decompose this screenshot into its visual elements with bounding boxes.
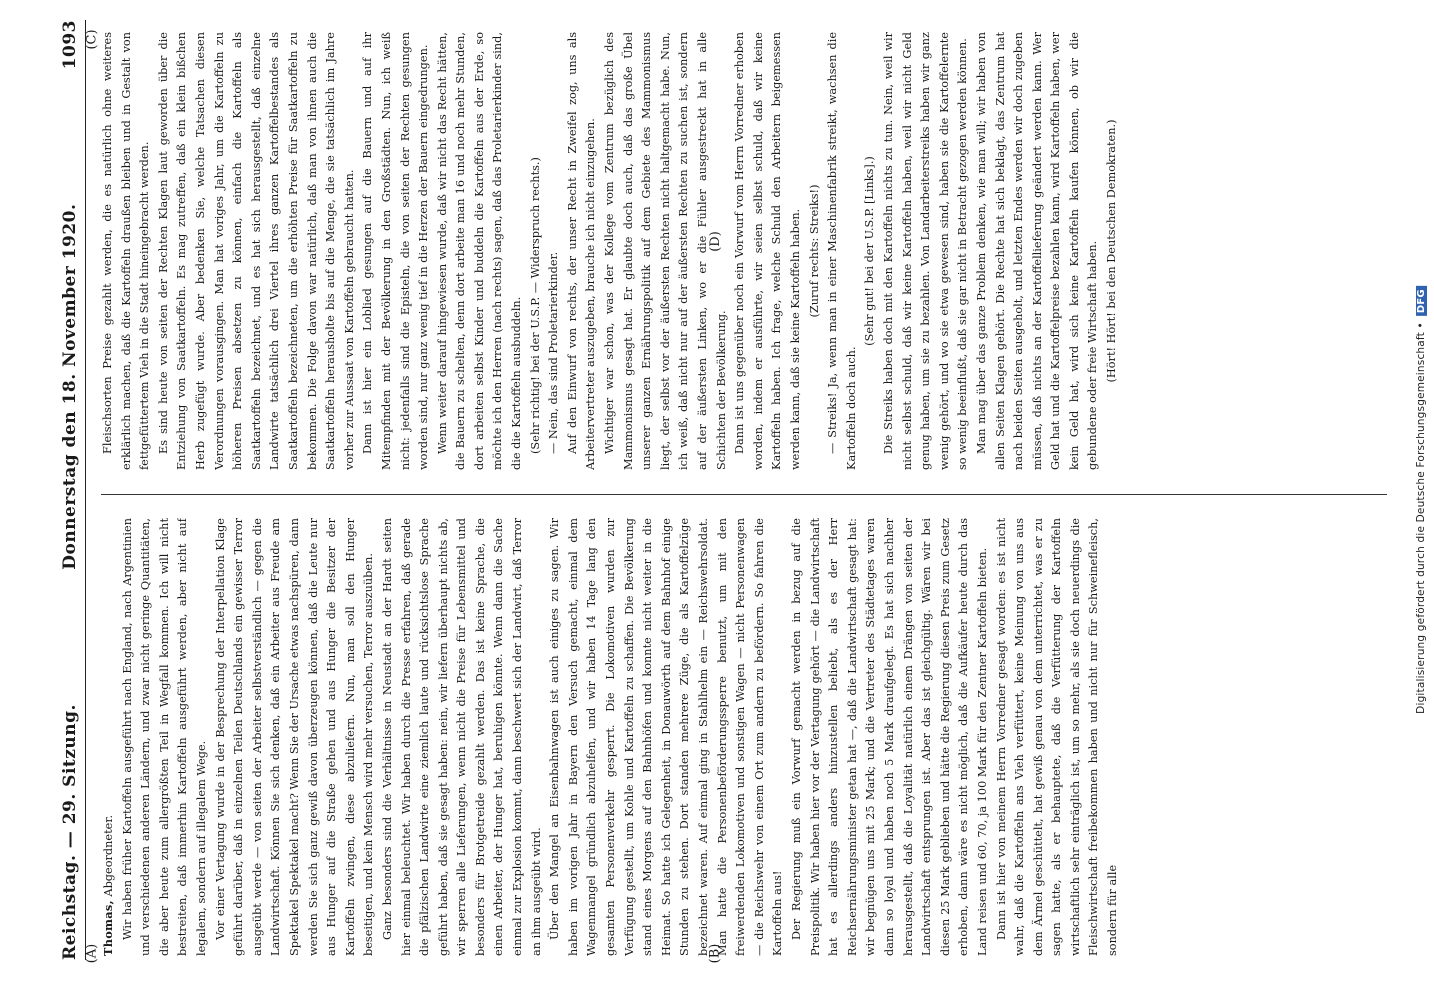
left-text-column	[99, 518, 1389, 956]
paragraph: Der Regierung muß ein Vorwurf gemacht werden in bezug auf die Preispolitik. Wir haben hier vor der Vertagung gehört — die Landwirtschaft hat es allerdings anders hinzustellen beliebt, als es der Herr Reichsernährungsminister getan hat —, daß die Landwirtschaft gesagt hat: wir begnügen uns mit 25 Mark; und die Vertreter des Städtetages waren dann so loyal und haben noch 5 Mark draufgelegt. Es hat sich nachher herausgestellt, daß die Loyalität natürlich einem Drängen von seiten der Landwirtschaft entsprungen ist. Aber das ist gleichgültig. Wären wir bei diesen 25 Mark geblieben und hätte die Regierung diesen Preis zum Gesetz erhoben, dann wäre es nicht möglich, daß die Aufkäufer heute durch das Land reisen und 60, 70, ja 100 Mark für den Zentner Kartoffeln bieten.	[789, 518, 989, 956]
paragraph: Dann ist hier ein Loblied gesungen auf die Bauern und auf ihr Mitempfinden mit der Bevölkerung in den Großstädten. Nun, ich weiß nicht: jedenfalls sind die Episteln, die von seiten der Rechten gesungen worden sind, nur ganz wenig tief in die Herzen der Bauern eingedrungen.	[361, 32, 431, 470]
paragraph: Wichtiger war schon, was der Kollege vom Zentrum bezüglich des Mammonismus gesagt hat. Er glaubte doch auch, daß das große Übel unserer ganzen Ernährungspolitik auf dem Gebiete des Mammonismus liegt, der selbst vor der äußersten Rechten nicht haltgemacht habe. Nun, ich weiß, daß nicht nur auf der äußersten Rechten zu suchen ist, sondern auf der äußersten Linken, wo er die Fühler ausgestreckt hat in alle Schichten der Bevölkerung.	[603, 32, 728, 470]
paragraph: Dann ist uns gegenüber noch ein Vorwurf vom Herrn Vorredner erhoben worden, indem er ausführte, wir seien selbst schuld, daß wir keine Kartoffeln haben. Ich frage, welche Schuld den Arbeitern beigemessen werden kann, daß sie keine Kartoffeln haben.	[733, 32, 802, 470]
interjection: (Zuruf rechts: Streiks!)	[807, 184, 821, 318]
paragraph: Wenn weiter darauf hingewiesen wurde, daß wir nicht das Recht hätten, die Bauern zu schelten, denn dort arbeite man 16 und noch mehr Stunden, dort arbeiten selbst Kinder und buddeln die Kartoffeln aus der Erde, so möchte ich den Herren (nach rechts) sagen, daß das Proletarierkinder sind, die die Kartoffeln ausbuddeln.	[435, 32, 524, 470]
right-text-column	[99, 32, 1389, 470]
paragraph: Es sind heute von seiten der Rechten Klagen laut geworden über die Entziehung von Saatkartoffeln. Es mag zutreffen, daß ein klein bißchen Herb zugefügt wurde. Aber bedenken Sie, welche Tatsachen diesen Verordnungen vorausgingen. Man hat voriges Jahr, um die Kartoffeln zu höheren Preisen absetzen zu können, einfach die Kartoffeln als Saatkartoffeln bezeichnet, und es hat sich herausgestellt, daß einzelne Landwirte tatsächlich drei Viertel ihres ganzen Kartoffelbestandes als Saatkartoffeln bezeichneten, um die erhöhten Preise für Saatkartoffeln zu bekommen. Die Folge davon war natürlich, daß man von ihnen auch die Saatkartoffeln herausholte bis auf die Menge, die sie tatsächlich im Jahre vorher zur Aussaat von Kartoffeln gebraucht hatten.	[156, 32, 356, 470]
digitization-credit	[1415, 286, 1427, 714]
paragraph: Vor einer Vertagung wurde in der Besprechung der Interpellation Klage geführt darüber, daß in einzelnen Teilen Deutschlands ein gewisser Terror ausgeübt werde — von seiten der Arbeiter selbstverständlich — gegen die Landwirtschaft. Können Sie sich denken, daß ein Arbeiter aus Freude am Spektakel Spektakel macht? Wenn Sie der Ursache etwas nachspüren, dann werden Sie sich ganz gewiß davon überzeugen können, daß die Leute nur aus Hunger auf die Straße gehen und aus Hunger die Besitzer der Kartoffeln zwingen, diese abzuliefern. Nun, man soll den Hunger beseitigen, und kein Mensch wird mehr versuchen, Terror auszuüben.	[213, 518, 376, 956]
marker-c: (C)	[84, 29, 100, 50]
speaker-name: Thomas,	[101, 900, 115, 956]
paragraph: — Streiks! Ja, wenn man in einer Maschinenfabrik streikt, wachsen die Kartoffeln doch auch.	[826, 32, 858, 470]
marker-d: (D)	[707, 231, 723, 252]
interjection: (Sehr gut! bei der U.S.P. [Links].)	[863, 156, 877, 346]
credit-text: Digitalisierung gefördert durch die Deutsche Forschungsgemeinschaft •	[1415, 322, 1427, 714]
paragraph: Wir haben früher Kartoffeln ausgeführt nach England, nach Argentinien und verschiedenen anderen Ländern, und zwar nicht geringe Quantitäten, die aber heute zum allergrößten Teil in Wegfall kommen. Ich will nicht bestreiten, daß immerhin Kartoffeln ausgeführt werden, aber nicht auf legalem, sondern auf illegalem Wege.	[120, 518, 208, 956]
paragraph: Fleischsorten Preise gezahlt werden, die es natürlich ohne weiteres erklärlich machen, daß die Kartoffeln draußen bleiben und in Gestalt von fettgefüttertem Vieh in die Stadt hineingebracht werden.	[101, 32, 152, 470]
paragraph: Über den Mangel an Eisenbahnwagen ist auch einiges zu sagen. Wir haben im vorigen Jahr in Bayern den Versuch gemacht, einmal dem Wagenmangel gründlich abzuhelfen, und wir haben 14 Tage lang den gesamten Personenverkehr gesperrt. Die Lokomotiven wurden zur Verfügung gestellt, um Kohle und Kartoffeln zu schaffen. Die Bevölkerung stand eines Morgens auf den Bahnhöfen und konnte nicht weiter in die Heimat. So hatte ich Gelegenheit, in Donauwörth auf dem Bahnhof einige Stunden zu stehen. Dort standen mehrere Züge, die als Kartoffelzüge bezeichnet waren. Auf einmal ging in Stahlhelm ein — Reichswehrsoldat. Man hatte die Personenbeförderungssperre benutzt, um mit den freiwerdenden Lokomotiven und sonstigen Wagen — nicht Personenwagen — die Reichswehr von einem Ort zum andern zu befördern. So fahren die Kartoffeln aus!	[548, 518, 785, 956]
header-session: Reichstag. — 29. Sitzung.	[60, 704, 80, 960]
marker-a: (A)	[84, 943, 100, 964]
paragraph: Man mag über das ganze Problem denken, wie man will; wir haben von allen Seiten Klagen gehört. Die Rechte hat sich beklagt, das Zentrum hat nach beiden Seiten ausgeholt, und letzten Endes werden wir doch zugeben müssen, daß nichts an der Kartoffellieferung geändert werden kann. Wer Geld hat und die Kartoffelpreise bezahlen kann, wird Kartoffeln haben, wer kein Geld hat, wird sich keine Kartoffeln kaufen können, ob wir die gebundene oder freie Wirtschaft haben.	[974, 32, 1100, 470]
dfg-logo: DFG	[1416, 286, 1427, 316]
page-number: 1093	[60, 20, 80, 70]
interjection: (Hört! Hört! bei den Deutschen Demokraten.)	[1105, 119, 1119, 383]
page-header	[55, 20, 86, 960]
paragraph: Ganz besonders sind die Verhältnisse in Neustadt an der Hardt seiten hier einmal beleuchtet. Wir haben durch die Presse erfahren, daß gerade die pfälzischen Landwirte eine ziemlich laute und rücksichtslose Sprache geführt haben, daß sie gesagt haben: nein, wir liefern überhaupt nichts ab, wir sperren alle Lieferungen, wenn nicht die Preise für Lebensmittel und besonders für Brotgetreide gezahlt werden. Das ist keine Sprache, die einen Arbeiter, der Hunger hat, beruhigen könnte. Wenn dann die Sache einmal zur Explosion kommt, dann beschwert sich der Landwirt, daß Terror an ihm ausgeübt wird.	[380, 518, 543, 956]
speaker-role: Abgeordneter.	[102, 814, 115, 897]
rotated-document-page	[55, 20, 1405, 960]
column-divider	[101, 494, 1387, 495]
paragraph: Auf den Einwurf von rechts, der unser Recht in Zweifel zog, uns als Arbeitervertreter auszugeben, brauche ich nicht einzugehen.	[565, 32, 598, 470]
header-date: Donnerstag den 18. November 1920.	[60, 203, 80, 570]
paragraph: (Sehr richtig! bei der U.S.P. — Widerspruch rechts.)	[528, 157, 542, 454]
paragraph: — Nein, das sind Proletarierkinder.	[547, 251, 561, 454]
paragraph: Dann ist hier von meinem Herrn Vorredner gesagt worden: es ist nicht wahr, daß die Kartoffeln ans Vieh verfüttert, keine Meinung von uns aus dem Ärmel geschüttelt, hat gewiß genau von dem unterrichtet, was er zu sagen hatte, als er behauptete, daß die Verfütterung der Kartoffeln wirtschaftlich sehr einträglich ist, um so mehr, als sie doch neuerdings die Fleischwirtschaft freibekommen haben und nicht nur für Schweinefleisch, sondern für alle	[994, 518, 1120, 956]
speaker-line	[99, 518, 119, 956]
marker-b: (B)	[707, 943, 723, 964]
paragraph: Die Streiks haben doch mit den Kartoffeln nichts zu tun. Nein, weil wir nicht selbst schuld, daß wir keine Kartoffeln haben, weil wir nicht Geld genug haben, um sie zu bezahlen. Von Landarbeiterstreiks haben wir ganz wenig gehört, und wo sie etwa gewesen sind, haben sie die Kartoffelernte so wenig beeinflußt, daß sie gar nicht in Betracht gezogen werden können.	[881, 32, 970, 470]
